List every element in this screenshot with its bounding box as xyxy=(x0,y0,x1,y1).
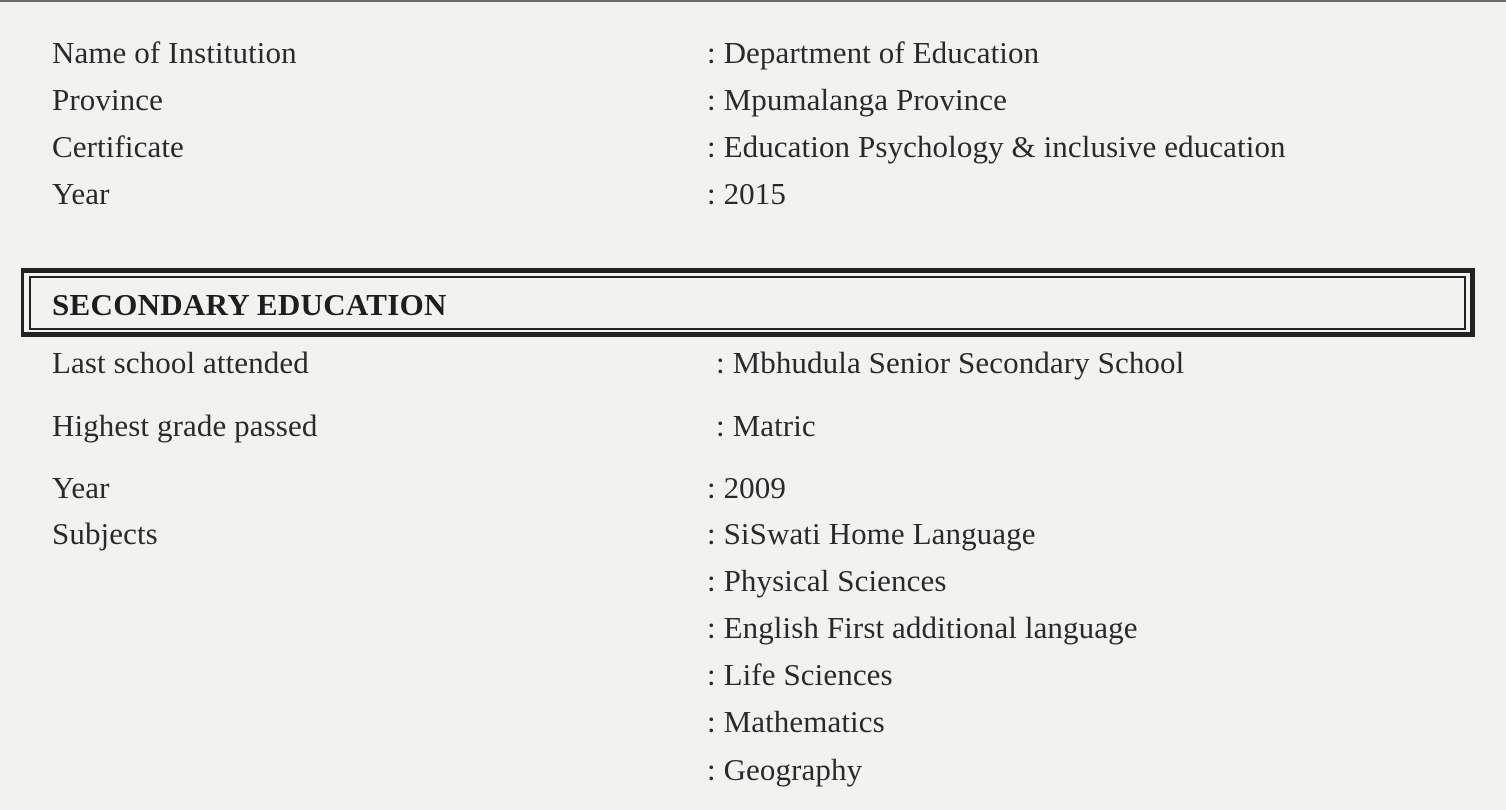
section-heading: SECONDARY EDUCATION xyxy=(52,287,447,322)
highest-grade-label: Highest grade passed xyxy=(52,408,318,443)
subject-item: : English First additional language xyxy=(707,610,1138,645)
certificate-label: Certificate xyxy=(52,129,184,164)
matric-year-label: Year xyxy=(52,470,110,505)
certificate-value: : Education Psychology & inclusive education xyxy=(707,129,1286,164)
subject-item: : Life Sciences xyxy=(707,657,893,692)
highest-grade-value: : Matric xyxy=(716,408,816,443)
province-label: Province xyxy=(52,82,163,117)
subject-item: : SiSwati Home Language xyxy=(707,516,1036,551)
subject-item: : Mathematics xyxy=(707,704,885,739)
subject-item: : Geography xyxy=(707,752,863,787)
matric-year-value: : 2009 xyxy=(707,470,786,505)
subject-item: : Physical Sciences xyxy=(707,563,947,598)
certificate-year-label: Year xyxy=(52,176,110,211)
last-school-value: : Mbhudula Senior Secondary School xyxy=(716,345,1185,380)
province-value: : Mpumalanga Province xyxy=(707,82,1007,117)
subjects-label: Subjects xyxy=(52,516,158,551)
last-school-label: Last school attended xyxy=(52,345,309,380)
institution-label: Name of Institution xyxy=(52,35,297,70)
top-divider-line xyxy=(0,0,1506,2)
institution-value: : Department of Education xyxy=(707,35,1040,70)
certificate-year-value: : 2015 xyxy=(707,176,786,211)
